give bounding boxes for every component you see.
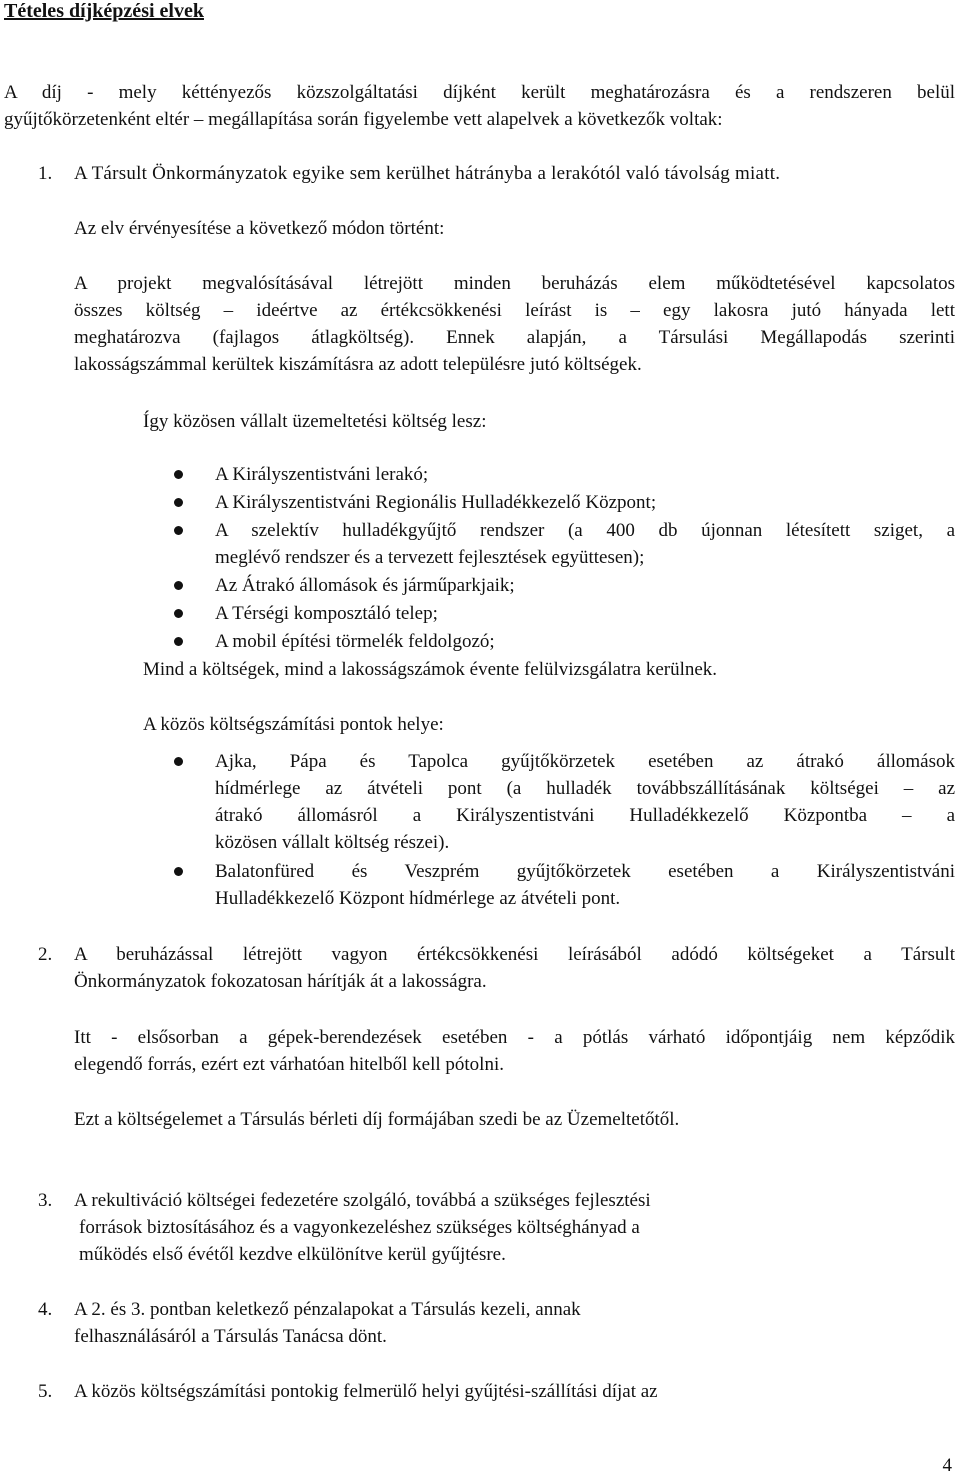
- shared-item-1: A Királyszentistváni lerakó;: [215, 464, 429, 485]
- item-2-para-2: Ezt a költségelemet a Társulás bérleti díj formájában szedi be az Üzemeltetőtől.: [74, 1109, 680, 1130]
- shared-item-6: A mobil építési törmelék feldolgozó;: [215, 631, 495, 652]
- item-5-line-1: A közös költségszámítási pontokig felmerülő helyi gyűjtési-szállítási díjat az: [74, 1381, 658, 1402]
- item-4-number: 4.: [38, 1299, 53, 1320]
- point-a-line-4: közösen vállalt költség részei).: [215, 832, 450, 853]
- item-4-line-2: felhasználásáról a Társulás Tanácsa dönt.: [74, 1326, 387, 1347]
- item-2-number: 2.: [38, 944, 53, 965]
- item-3-line-2: források biztosításához és a vagyonkezeléshez szükséges költséghányad a: [79, 1217, 640, 1238]
- shared-cost-heading: Így közösen vállalt üzemeltetési költség lesz:: [143, 411, 487, 432]
- bullet-dot: [174, 609, 183, 618]
- page-number: 4: [942, 1455, 952, 1476]
- item-1-line-2: Az elv érvényesítése a következő módon történt:: [74, 218, 445, 239]
- item-1-para-line-3: meghatározva (fajlagos átlagköltség). Ennek alapján, a Társulási Megállapodás szerinti: [74, 327, 955, 348]
- item-2-line-2: Önkormányzatok fokozatosan hárítják át a lakosságra.: [74, 971, 487, 992]
- item-4-line-1: A 2. és 3. pontban keletkező pénzalapokat a Társulás kezeli, annak: [74, 1299, 581, 1320]
- points-heading: A közös költségszámítási pontok helye:: [143, 714, 444, 735]
- bullet-dot: [174, 526, 183, 535]
- bullet-dot: [174, 581, 183, 590]
- item-5-number: 5.: [38, 1381, 53, 1402]
- bullet-dot: [174, 757, 183, 766]
- intro-line-2: gyűjtőkörzetenként eltér – megállapítása során figyelembe vett alapelvek a következők voltak:: [4, 109, 723, 130]
- item-1-para-line-4: lakosságszámmal kerültek kiszámításra az adott településre jutó költségek.: [74, 354, 642, 375]
- item-3-line-3: működés első évétől kezdve elkülönítve kerül gyűjtésre.: [79, 1244, 506, 1265]
- bullet-dot: [174, 470, 183, 479]
- bullet-dot: [174, 637, 183, 646]
- item-2-line-1: A beruházással létrejött vagyon értékcsökkenési leírásából adódó költségeket a Társult: [74, 944, 955, 965]
- item-2-para-1-line-1: Itt - elsősorban a gépek-berendezések esetében - a pótlás várható időpontjáig nem képződik: [74, 1027, 955, 1048]
- point-a-line-2: hídmérlege az átvételi pont (a hulladék továbbszállításának költségei – az: [215, 778, 955, 799]
- shared-item-3-line-2: meglévő rendszer és a tervezett fejlesztések együttesen);: [215, 547, 645, 568]
- item-2-para-1-line-2: elegendő forrás, ezért ezt várhatóan hitelből kell pótolni.: [74, 1054, 504, 1075]
- point-b-line-2: Hulladékkezelő Központ hídmérlege az átvételi pont.: [215, 888, 621, 909]
- item-1-para-line-2: összes költség – ideértve az értékcsökkenési leírást is – egy lakosra jutó hányada lett: [74, 300, 955, 321]
- review-note: Mind a költségek, mind a lakosságszámok évente felülvizsgálatra kerülnek.: [143, 659, 718, 680]
- intro-line-1: A díj - mely kéttényezős közszolgáltatási díjként került meghatározásra és a rendszeren belül: [4, 82, 955, 103]
- page-title: Tételes díjképzési elvek: [4, 0, 204, 22]
- item-3-line-1: A rekultiváció költségei fedezetére szolgáló, továbbá a szükséges fejlesztési: [74, 1190, 651, 1211]
- shared-item-2: A Királyszentistváni Regionális Hulladékkezelő Központ;: [215, 492, 657, 513]
- bullet-dot: [174, 867, 183, 876]
- point-a-line-3: átrakó állomásról a Királyszentistváni Hulladékkezelő Központba – a: [215, 805, 955, 826]
- shared-item-5: A Térségi komposztáló telep;: [215, 603, 438, 624]
- item-3-number: 3.: [38, 1190, 53, 1211]
- item-1-line-1: A Társult Önkormányzatok egyike sem kerülhet hátrányba a lerakótól való távolság miatt.: [74, 163, 781, 184]
- shared-item-3-line-1: A szelektív hulladékgyűjtő rendszer (a 400 db újonnan létesített sziget, a: [215, 520, 955, 541]
- bullet-dot: [174, 498, 183, 507]
- item-1-para-line-1: A projekt megvalósításával létrejött minden beruházás elem működtetésével kapcsolatos: [74, 273, 955, 294]
- item-1-number: 1.: [38, 163, 53, 184]
- shared-item-4: Az Átrakó állomások és járműparkjaik;: [215, 575, 515, 596]
- point-b-line-1: Balatonfüred és Veszprém gyűjtőkörzetek esetében a Királyszentistváni: [215, 861, 955, 882]
- point-a-line-1: Ajka, Pápa és Tapolca gyűjtőkörzetek esetében az átrakó állomások: [215, 751, 955, 772]
